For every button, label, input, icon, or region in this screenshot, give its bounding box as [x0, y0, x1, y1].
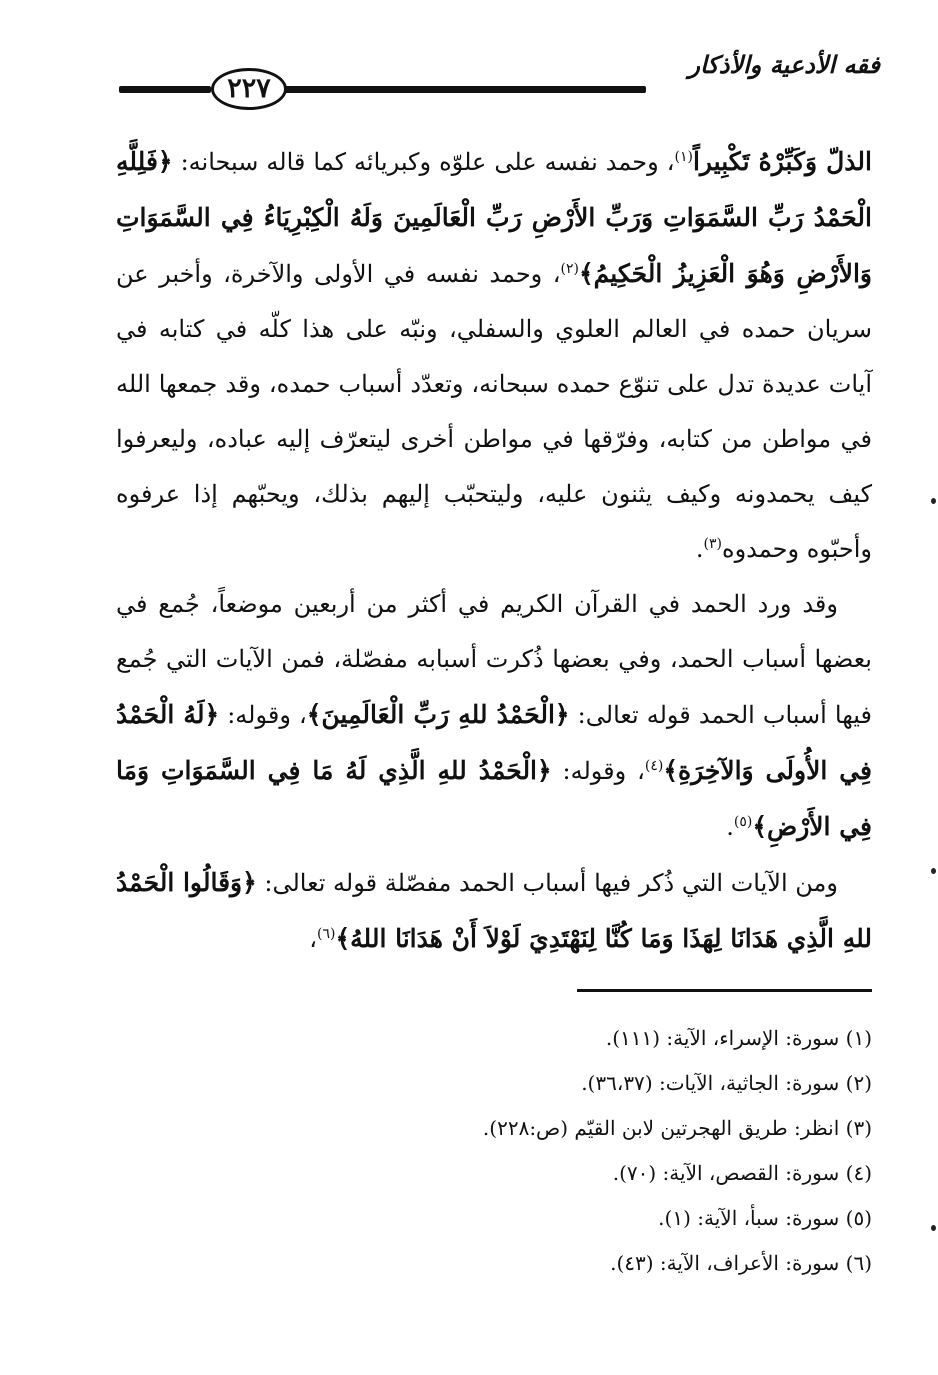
footnote-item: (٢) سورة: الجاثية، الآيات: (٣٦،٣٧).: [581, 1071, 872, 1095]
scan-speck: [931, 868, 936, 874]
footnote-item: (٥) سورة: سبأ، الآية: (١).: [658, 1206, 872, 1230]
quran-verse: ﴿فَلِلَّهِ الْحَمْدُ رَبِّ السَّمَوَاتِ وَرَبِّ الأَرْضِ رَبِّ الْعَالَمِينَ وَلَهُ الْكِبْرِيَاءُ فِي السَّمَوَاتِ وَالأَرْضِ وَهُوَ الْعَزِيزُ الْحَكِيمُ﴾: [116, 147, 872, 288]
footnote-ref: (١): [674, 149, 693, 165]
footnote-separator: [577, 989, 872, 992]
paragraph-text: ، وحمد نفسه على علوّه وكبريائه كما قاله سبحانه:: [172, 148, 675, 176]
footnote-item: (١) سورة: الإسراء، الآية: (١١١).: [605, 1026, 872, 1050]
paragraph-text: ، وحمد نفسه في الأولى والآخرة، وأخبر عن سريان حمده في العالم العلوي والسفلي، ونبّه على هذا كلّه في كتابه في آيات عديدة تدل على تنوّع حمده سبحانه، وتعدّد أسباب حمده، وقد جمعها الله في مواطن من كتابه، وفرّقها في مواطن أخرى ليتعرّف إليه عباده، وليعرفوا كيف يحمدونه وكيف يثنون عليه، وليتحبّب إليهم بذلك، ويحبّهم إذا عرفوه وأحبّوه وحمدوه: [116, 260, 872, 563]
footnote-ref: (٢): [560, 261, 579, 277]
footnote-ref: (٥): [733, 814, 753, 830]
footnote-ref: (٦): [317, 926, 336, 942]
quran-verse: ﴿وَقَالُوا الْحَمْدُ للهِ الَّذِي هَدَانَا لِهَذَا وَمَا كُنَّا لِنَهْتَدِيَ لَوْلاَ أَنْ هَدَانَا اللهُ﴾: [116, 868, 872, 953]
quran-verse: ﴿الْحَمْدُ للهِ رَبِّ الْعَالَمِينَ﴾: [306, 700, 570, 729]
paragraph-text: .: [695, 535, 704, 563]
footnote-item: (٣) انظر: طريق الهجرتين لابن القيّم (ص:٢٢٨).: [482, 1116, 872, 1140]
scan-speck: [931, 1225, 936, 1231]
scan-speck: [931, 498, 936, 504]
paragraph-text: وقد ورد الحمد في القرآن الكريم في أكثر من أربعين موضعاً، جُمع في بعضها أسباب الحمد، وفي بعضها ذُكرت أسبابه مفصّلة، فمن الآيات التي جُمع فيها أسباب الحمد قوله تعالى:: [116, 590, 872, 729]
header-rule-left: [119, 86, 211, 93]
paragraph-text: ،: [309, 925, 318, 953]
footnote-item: (٦) سورة: الأعراف، الآية: (٤٣).: [610, 1251, 872, 1275]
paragraph-text: ومن الآيات التي ذُكر فيها أسباب الحمد مفصّلة قوله تعالى:: [256, 869, 838, 897]
paragraph-text: ، وقوله:: [551, 757, 645, 785]
body-text: [116, 134, 872, 967]
quran-verse: ﴿لَهُ الْحَمْدُ فِي الأُولَى وَالآخِرَةِ﴾: [116, 700, 872, 785]
footnote-item: (٤) سورة: القصص، الآية: (٧٠).: [612, 1161, 872, 1185]
quran-verse: الذلّ وَكَبِّرْهُ تَكْبِيراً: [692, 147, 872, 176]
quran-verse: ﴿الْحَمْدُ للهِ الَّذِي لَهُ مَا فِي السَّمَوَاتِ وَمَا فِي الأَرْضِ﴾: [116, 756, 872, 841]
running-title: فقه الأدعية والأذكار: [688, 50, 880, 79]
paragraph-3: [116, 855, 872, 967]
paragraph-text: .: [726, 813, 734, 841]
paragraph-text: ، وقوله:: [219, 701, 307, 729]
page-number: ٢٢٧: [211, 68, 287, 110]
header-rule-right: [228, 86, 646, 93]
footnotes-list: [116, 1016, 872, 1286]
paragraph-2: [116, 577, 872, 855]
footnote-ref: (٤): [644, 758, 664, 774]
paragraph-1: [116, 134, 872, 577]
footnote-ref: (٣): [703, 536, 722, 552]
